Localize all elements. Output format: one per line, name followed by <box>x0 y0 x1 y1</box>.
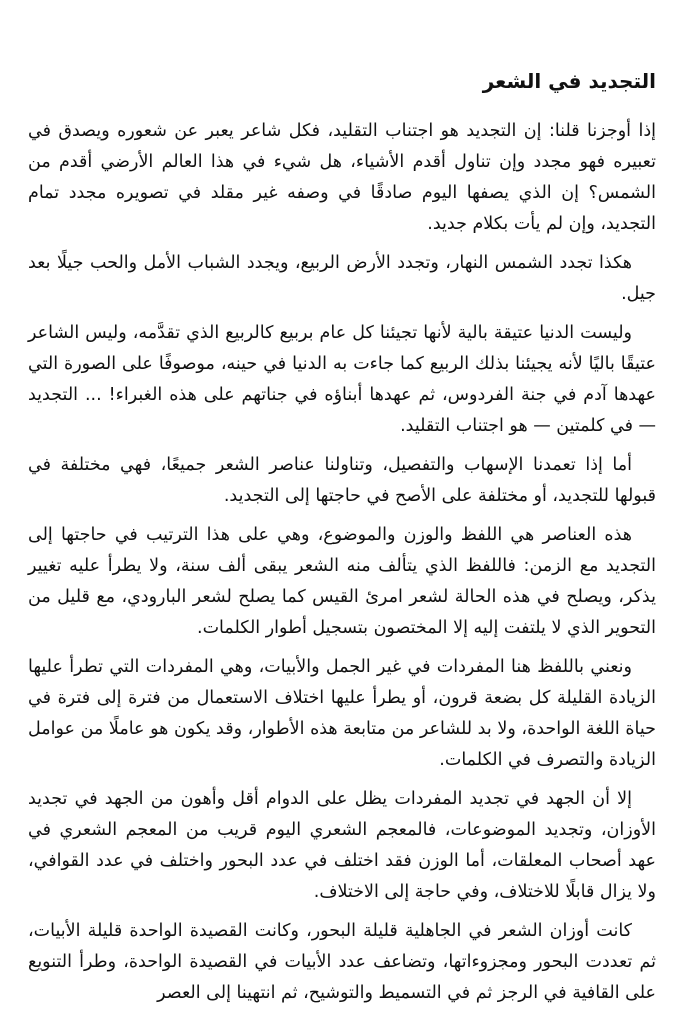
paragraph-7: إلا أن الجهد في تجديد المفردات يظل على الدوام أقل وأهون من الجهد في تجديد الأوزان، وتجديد الموضوعات، فالمعجم الشعري اليوم قريب من المعجم الشعري في عهد أصحاب المعلقات، أما الوزن فقد اختلف في عدد البحور واختلف في عدد القوافي، ولا يزال قابلًا للاختلاف، وفي حاجة إلى الاختلاف. <box>28 789 656 902</box>
paragraph-1: إذا أوجزنا قلنا: إن التجديد هو اجتناب التقليد، فكل شاعر يعبر عن شعوره ويصدق في تعبيره فهو مجدد وإن تناول أقدم الأشياء، هل شيء في هذا العالم الأرضي أقدم من الشمس؟ إن الذي يصفها اليوم صادقًا في وصفه غير مقلد في تصويره مجدد تمام التجديد، وإن لم يأت بكلام جديد. <box>28 121 656 234</box>
paragraph-4: أما إذا تعمدنا الإسهاب والتفصيل، وتناولنا عناصر الشعر جميعًا، فهي مختلفة في قبولها للتجديد، أو مختلفة على الأصح في حاجتها إلى التجديد. <box>28 455 656 506</box>
paragraph-8: كانت أوزان الشعر في الجاهلية قليلة البحور، وكانت القصيدة الواحدة قليلة الأبيات، ثم تعددت البحور ومجزوءاتها، وتضاعف عدد الأبيات في القصيدة الواحدة، وطرأ التنويع على القافية في الرجز ثم في التسميط والتوشيح، ثم انتهينا إلى العصر <box>28 921 656 1003</box>
page-title: التجديد في الشعر <box>482 69 656 93</box>
article-body <box>28 116 656 1009</box>
paragraph-3: وليست الدنيا عتيقة بالية لأنها تجيئنا كل عام بربيع كالربيع الذي تقدَّمه، وليس الشاعر عتيقًا باليًا لأنه يجيئنا بذلك الربيع كما جاءت به الدنيا في حينه، موصوفًا على الصورة التي عهدها آدم في جنة الفردوس، ثم عهدها أبناؤه في جناتهم على هذه الغبراء! ... التجديد — في كلمتين — هو اجتناب التقليد. <box>28 323 656 436</box>
paragraph-2: هكذا تجدد الشمس النهار، وتجدد الأرض الربيع، ويجدد الشباب الأمل والحب جيلًا بعد جيل. <box>28 253 656 304</box>
paragraph-5: هذه العناصر هي اللفظ والوزن والموضوع، وهي على هذا الترتيب في حاجتها إلى التجديد مع الزمن: فاللفظ الذي يتألف منه الشعر يبقى ألف سنة، ولا يطرأ عليه تغيير يذكر، ويصلح في هذه الحالة لشعر امرئ القيس كما يصلح لشعر البارودي، مع قليل من التحوير الذي لا يلتفت إليه إلا المختصون بتسجيل أطوار الكلمات. <box>28 525 656 638</box>
paragraph-6: ونعني باللفظ هنا المفردات في غير الجمل والأبيات، وهي المفردات التي تطرأ عليها الزيادة القليلة كل بضعة قرون، أو يطرأ عليها اختلاف الاستعمال من فترة إلى فترة في حياة اللغة الواحدة، ولا بد للشاعر من متابعة هذه الأطوار، وقد يكون هو عاملًا من عوامل الزيادة والتصرف في الكلمات. <box>28 657 656 770</box>
